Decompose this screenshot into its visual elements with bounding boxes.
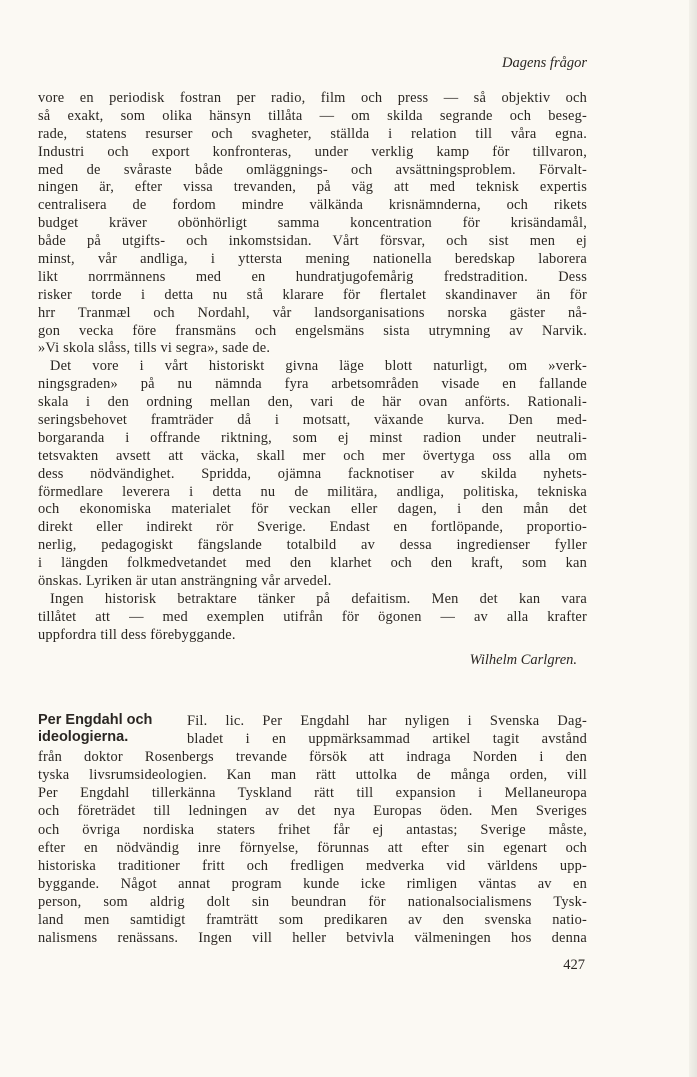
- text-line: från doktor Rosenbergs trevande försök att indraga Norden i den: [38, 749, 587, 766]
- text-line: så exakt, som olika hänsyn tillåta — om skilda segrande och beseg-: [38, 107, 587, 124]
- text-line: centralisera de fordom mindre välkända krisnämnderna, och rikets: [38, 197, 587, 214]
- text-line: hrr Tranmæl och Nordahl, vår landsorganisations norska gäster nå-: [38, 304, 587, 321]
- text-line: vore en periodisk fostran per radio, film och press — så objektiv och: [38, 90, 587, 106]
- text-line: ningsgraden» på nu nämnda fyra arbetsområden visade en fallande: [38, 376, 587, 393]
- text-line: Ingen historisk betraktare tänker på defaitism. Men det kan vara: [50, 590, 587, 607]
- text-line: och övriga nordiska staters frihet får ej antastas; Sverige måste,: [38, 821, 587, 838]
- section-heading-line: Per Engdahl och: [38, 712, 153, 728]
- text-line: både på utgifts- och inkomstsidan. Vårt försvar, och sist men ej: [38, 233, 587, 250]
- text-line: risker torde i detta nu stå klarare för flertalet skandinaver än för: [38, 286, 587, 303]
- text-line: Det vore i vårt historiskt givna läge blott naturligt, om »verk-: [50, 358, 587, 375]
- text-line: önskas. Lyriken är utan ansträngning vår arvedel.: [38, 573, 332, 590]
- text-line: tyska livsrumsideologien. Kan man rätt uttolka de många orden, vill: [38, 767, 587, 784]
- text-line: skala i den ordning mellan den, vari de här ovan anförts. Rationali-: [38, 394, 587, 411]
- text-line: borgaranda i offrande riktning, som ej minst radion under neutrali-: [38, 429, 587, 446]
- text-line: likt norrmännens med en hundratjugofemårig fredstradition. Dess: [38, 268, 587, 285]
- article-engdahl-body: [38, 712, 587, 947]
- text-line: Industri och export konfronteras, under verklig kamp för tillvaron,: [38, 143, 587, 160]
- running-head: Dagens frågor: [502, 55, 587, 71]
- article-carlgren-body: [38, 90, 587, 645]
- text-line: historiska traditioner fritt och fredligen medverka vid världens upp-: [38, 857, 587, 874]
- text-line: ningen är, efter vissa trevanden, på väg att med teknisk expertis: [38, 179, 587, 196]
- text-line: »Vi skola slåss, tills vi segra», sade de.: [38, 340, 271, 357]
- text-line: Per Engdahl tillerkänna Tyskland rätt till expansion i Mellaneuropa: [38, 785, 587, 802]
- text-line: minst, vår andliga, i yttersta mening nationella beredskap laborera: [38, 251, 587, 268]
- text-line: med de svåraste både omläggnings- och avsättningsproblem. Förvalt-: [38, 161, 587, 178]
- text-line: Fil. lic. Per Engdahl har nyligen i Svenska Dag-: [187, 713, 587, 729]
- page-number: 427: [563, 957, 585, 973]
- text-line: och företrädet till ledningen av det nya Europas öden. Men Sveriges: [38, 803, 587, 820]
- section-heading-line: ideologierna.: [38, 729, 129, 745]
- text-line: tillåtet att — med exemplen utifrån för ögonen — av alla krafter: [38, 608, 587, 625]
- text-line: dess nödvändighet. Spridda, ojämna facknotiser av skilda nyhets-: [38, 465, 587, 482]
- text-line: person, som aldrig dolt sin beundran för nationalsocialismens Tysk-: [38, 893, 587, 910]
- text-line: seringsbehovet framträder då i motsatt, växande kurva. Den med-: [38, 412, 587, 429]
- page-edge: [689, 0, 697, 1077]
- text-line: nerlig, pedagogiskt fängslande totalbild av dessa ingredienser fyller: [38, 537, 587, 554]
- text-line: gon vecka före fransmäns och engelsmäns sista utrymning av Narvik.: [38, 322, 587, 339]
- text-line: uppfordra till dess förebyggande.: [38, 626, 236, 643]
- text-line: bladet i en uppmärksammad artikel tagit avstånd: [187, 731, 587, 748]
- text-line: efter en nödvändig inre förnyelse, förunnas att efter sin egenart och: [38, 839, 587, 856]
- signature: Wilhelm Carlgren.: [469, 652, 577, 668]
- text-line: i längden folkmedvetandet med den klarhet och den kraft, som kan: [38, 555, 587, 572]
- text-line: rade, statens resurser och svagheter, ställda i relation till våra egna.: [38, 125, 587, 142]
- text-line: byggande. Något annat program kunde icke rimligen väntas av en: [38, 875, 587, 892]
- text-line: och ekonomiska materialet för veckan eller dagen, i den mån det: [38, 501, 587, 518]
- text-line: direkt eller indirekt rör Sverige. Endast en fortlöpande, proportio-: [38, 519, 587, 536]
- text-line: förmedlare leverera i detta nu de militära, andliga, politiska, tekniska: [38, 483, 587, 500]
- text-line: budget kräver obönhörligt samma koncentration för krisändamål,: [38, 215, 587, 232]
- text-line: nalismens renässans. Ingen vill heller betvivla välmeningen hos denna: [38, 930, 587, 947]
- text-line: tetsvakten avsett att väcka, skall mer och mer övertyga oss alla om: [38, 447, 587, 464]
- text-line: land men samtidigt framträtt som predikaren av den svenska natio-: [38, 912, 587, 929]
